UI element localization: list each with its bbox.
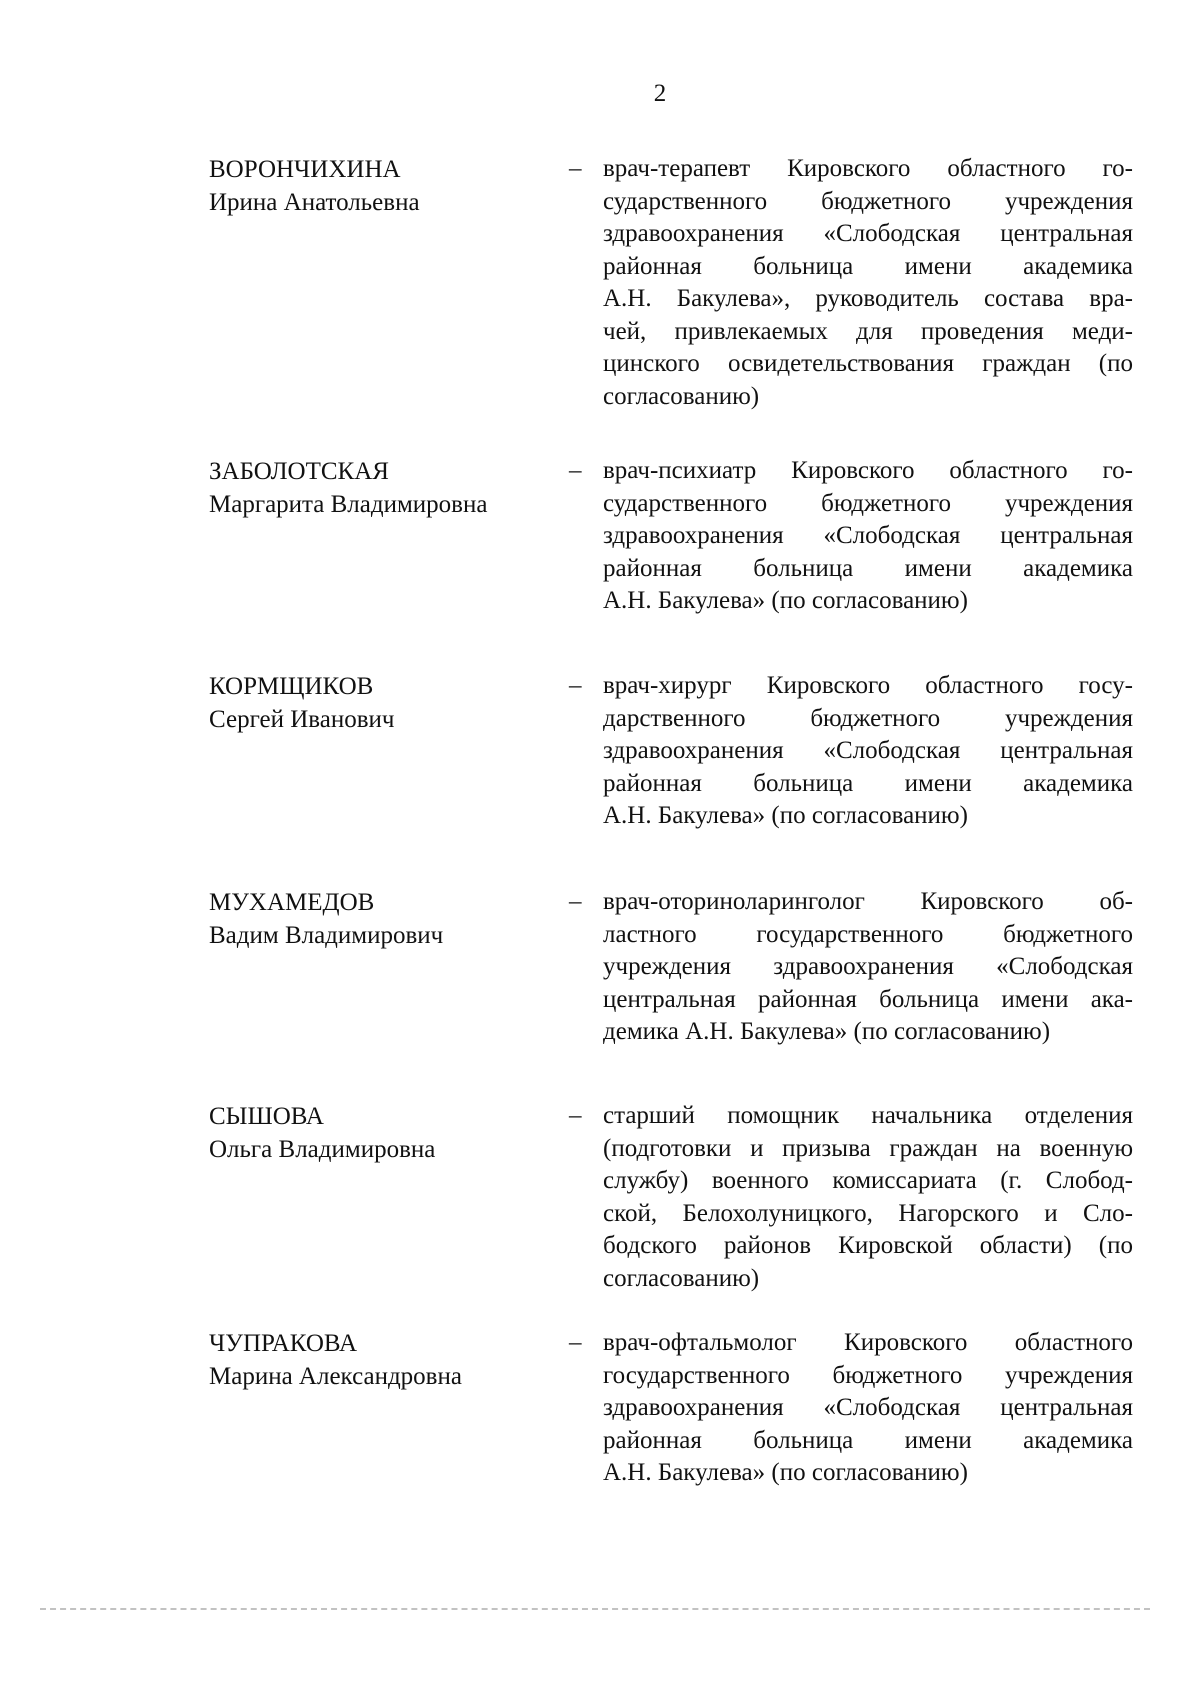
member-given-names: Сергей Иванович [209,706,395,733]
description-line: ластного государственного бюджетного [603,920,1133,948]
description-line: старший помощник начальника отделения [603,1102,1133,1129]
member-description [603,1327,1133,1490]
member-name [209,886,569,952]
description-line: чей, привлекаемых для проведения меди- [603,317,1133,345]
member-name [209,1100,569,1166]
member-name [209,1327,569,1393]
description-line: учреждения здравоохранения «Слободская [603,953,1133,980]
entry-dash: – [569,457,582,484]
entry-dash: – [569,888,582,915]
description-line: врач-психиатр Кировского областного го- [603,457,1133,484]
description-line: здравоохранения «Слободская центральная [603,1394,1133,1421]
description-line: А.Н. Бакулева» (по согласованию) [603,587,968,614]
entry-dash: – [569,672,582,699]
description-line: районная больница имени академика [603,554,1133,582]
description-line: цинского освидетельствования граждан (по [603,350,1133,377]
description-line: сударственного бюджетного учреждения [603,489,1133,517]
description-line: сударственного бюджетного учреждения [603,187,1133,215]
member-description [603,670,1133,833]
member-given-names: Вадим Владимирович [209,922,444,949]
member-given-names: Ольга Владимировна [209,1136,436,1163]
description-line: ской, Белохолуницкого, Нагорского и Сло- [603,1199,1133,1227]
member-surname: ЧУПРАКОВА [209,1330,358,1357]
member-description [603,153,1133,413]
description-line: здравоохранения «Слободская центральная [603,220,1133,247]
entry-dash: – [569,155,582,182]
description-line: районная больница имени академика [603,252,1133,280]
description-line: А.Н. Бакулева», руководитель состава вра- [603,285,1133,312]
description-line: согласованию) [603,382,760,410]
description-line: врач-офтальмолог Кировского областного [603,1329,1133,1356]
description-line: врач-хирург Кировского областного госу- [603,672,1133,699]
description-line: демика А.Н. Бакулева» (по согласованию) [603,1018,1051,1045]
description-line: (подготовки и призыва граждан на военную [603,1134,1133,1162]
description-line: А.Н. Бакулева» (по согласованию) [603,802,968,829]
member-description [603,1100,1133,1295]
member-surname: ЗАБОЛОТСКАЯ [209,458,389,485]
dashed-rule [40,1608,1150,1610]
member-given-names: Ирина Анатольевна [209,189,420,216]
member-name [209,153,569,219]
member-given-names: Марина Александровна [209,1363,462,1390]
member-name [209,455,569,521]
description-line: государственного бюджетного учреждения [603,1361,1133,1389]
description-line: врач-терапевт Кировского областного го- [603,155,1133,182]
description-line: районная больница имени академика [603,1426,1133,1454]
description-line: врач-оториноларинголог Кировского об- [603,888,1133,915]
description-line: согласованию) [603,1264,760,1292]
page-number: 2 [653,80,667,107]
member-surname: СЫШОВА [209,1103,324,1130]
description-line: А.Н. Бакулева» (по согласованию) [603,1459,968,1486]
description-line: здравоохранения «Слободская центральная [603,737,1133,764]
member-name [209,670,569,736]
description-line: центральная районная больница имени ака- [603,985,1133,1013]
member-description [603,886,1133,1049]
description-line: бодского районов Кировской области) (по [603,1232,1133,1259]
description-line: дарственного бюджетного учреждения [603,704,1133,732]
description-line: службу) военного комиссариата (г. Слобод- [603,1167,1133,1194]
member-given-names: Маргарита Владимировна [209,491,488,518]
description-line: здравоохранения «Слободская центральная [603,522,1133,549]
member-surname: КОРМЩИКОВ [209,673,374,700]
description-line: районная больница имени академика [603,769,1133,797]
entry-dash: – [569,1329,582,1356]
member-surname: ВОРОНЧИХИНА [209,156,401,183]
member-surname: МУХАМЕДОВ [209,889,375,916]
member-description [603,455,1133,618]
entry-dash: – [569,1102,582,1129]
